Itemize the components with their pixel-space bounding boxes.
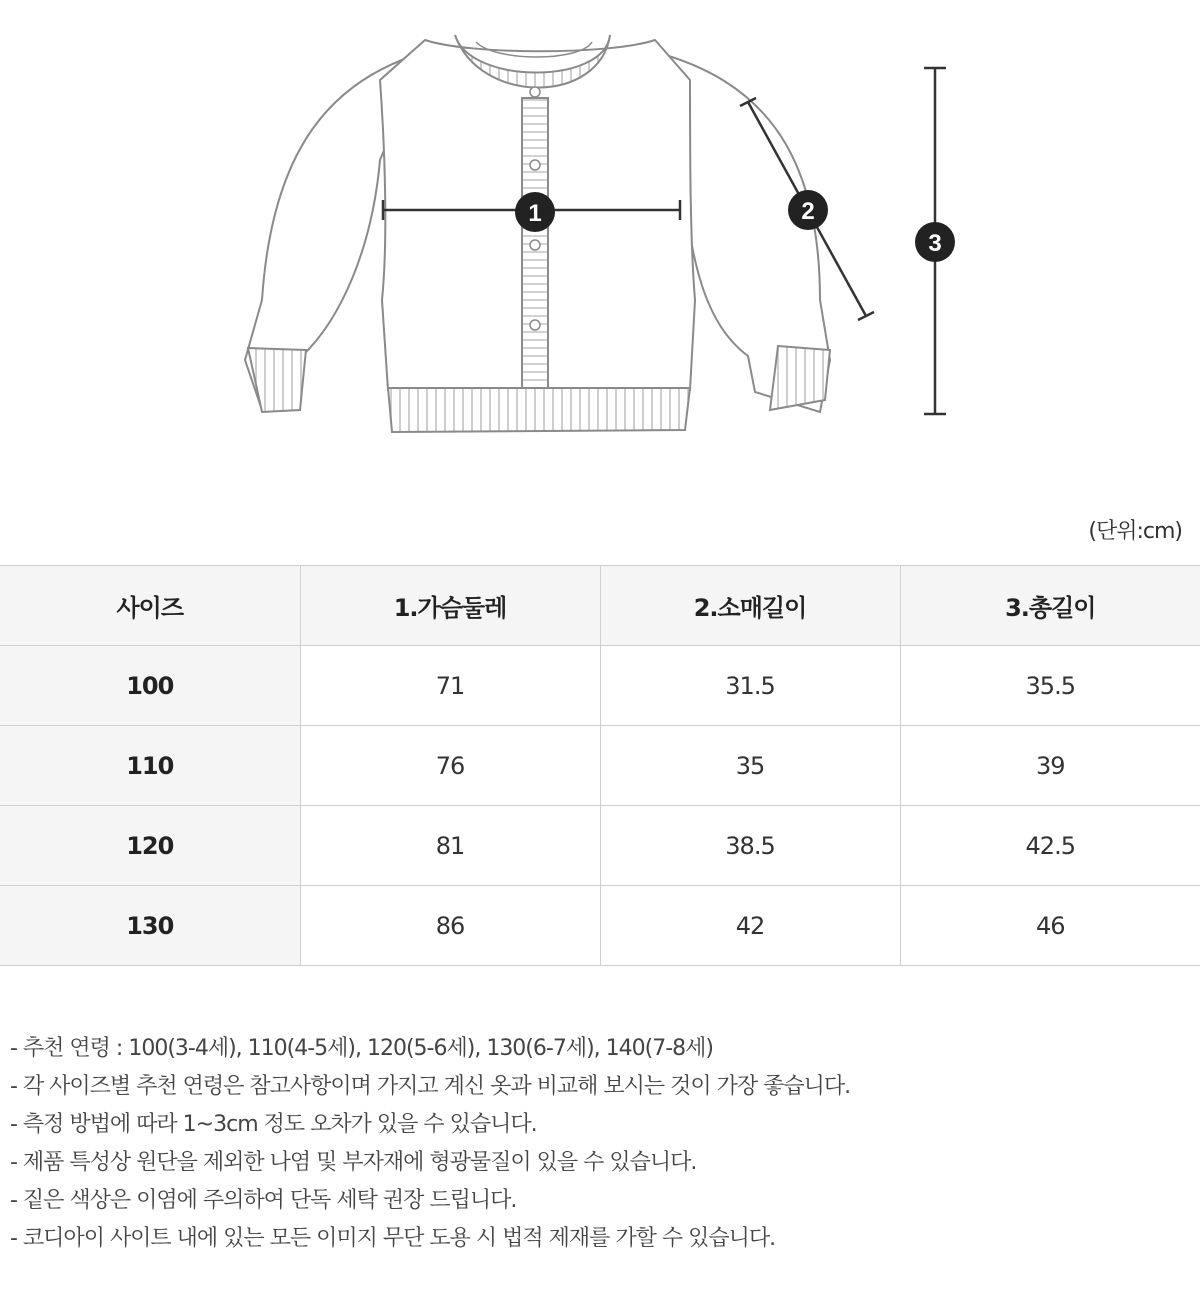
- table-header-row: [0, 566, 1200, 646]
- size-cell: 110: [0, 726, 300, 806]
- note-item: - 측정 방법에 따라 1~3cm 정도 오차가 있을 수 있습니다.: [10, 1112, 537, 1137]
- length-cell: 46: [900, 886, 1200, 966]
- table-row: [0, 726, 1200, 806]
- notes-list: [10, 1030, 850, 1258]
- chest-cell: 86: [300, 886, 600, 966]
- table-row: [0, 806, 1200, 886]
- note-item: - 짙은 색상은 이염에 주의하여 단독 세탁 권장 드립니다.: [10, 1188, 517, 1213]
- sleeve-cell: 31.5: [600, 646, 900, 726]
- length-cell: 39: [900, 726, 1200, 806]
- header-size: 사이즈: [0, 566, 300, 646]
- hem-rib: [388, 388, 690, 432]
- table-row: [0, 886, 1200, 966]
- chest-cell: 81: [300, 806, 600, 886]
- note-item: - 제품 특성상 원단을 제외한 나염 및 부자재에 형광물질이 있을 수 있습니다.: [10, 1150, 697, 1175]
- size-table: [0, 565, 1200, 966]
- header-chest: 1.가슴둘레: [300, 566, 600, 646]
- marker-3-label: 3: [928, 230, 942, 257]
- header-total-length: 3.총길이: [900, 566, 1200, 646]
- note-item: - 추천 연령 : 100(3-4세), 110(4-5세), 120(5-6세), 130(6-7세), 140(7-8세): [10, 1036, 713, 1061]
- sleeve-cell: 35: [600, 726, 900, 806]
- size-cell: 120: [0, 806, 300, 886]
- marker-2-label: 2: [801, 198, 815, 225]
- right-cuff: [770, 346, 830, 410]
- note-item: - 각 사이즈별 추천 연령은 참고사항이며 가지고 계신 옷과 비교해 보시는 것이 가장 좋습니다.: [10, 1074, 851, 1099]
- length-cell: 35.5: [900, 646, 1200, 726]
- table-row: [0, 646, 1200, 726]
- chest-cell: 76: [300, 726, 600, 806]
- cardigan-measurement-diagram: [0, 0, 1200, 500]
- left-cuff: [248, 348, 306, 412]
- header-sleeve: 2.소매길이: [600, 566, 900, 646]
- sleeve-cell: 42: [600, 886, 900, 966]
- unit-label: (단위:cm): [1088, 519, 1182, 544]
- length-cell: 42.5: [900, 806, 1200, 886]
- size-cell: 100: [0, 646, 300, 726]
- note-item: - 코디아이 사이트 내에 있는 모든 이미지 무단 도용 시 법적 제재를 가할 수 있습니다.: [10, 1226, 776, 1251]
- size-cell: 130: [0, 886, 300, 966]
- chest-cell: 71: [300, 646, 600, 726]
- marker-1-label: 1: [528, 200, 542, 227]
- sleeve-cell: 38.5: [600, 806, 900, 886]
